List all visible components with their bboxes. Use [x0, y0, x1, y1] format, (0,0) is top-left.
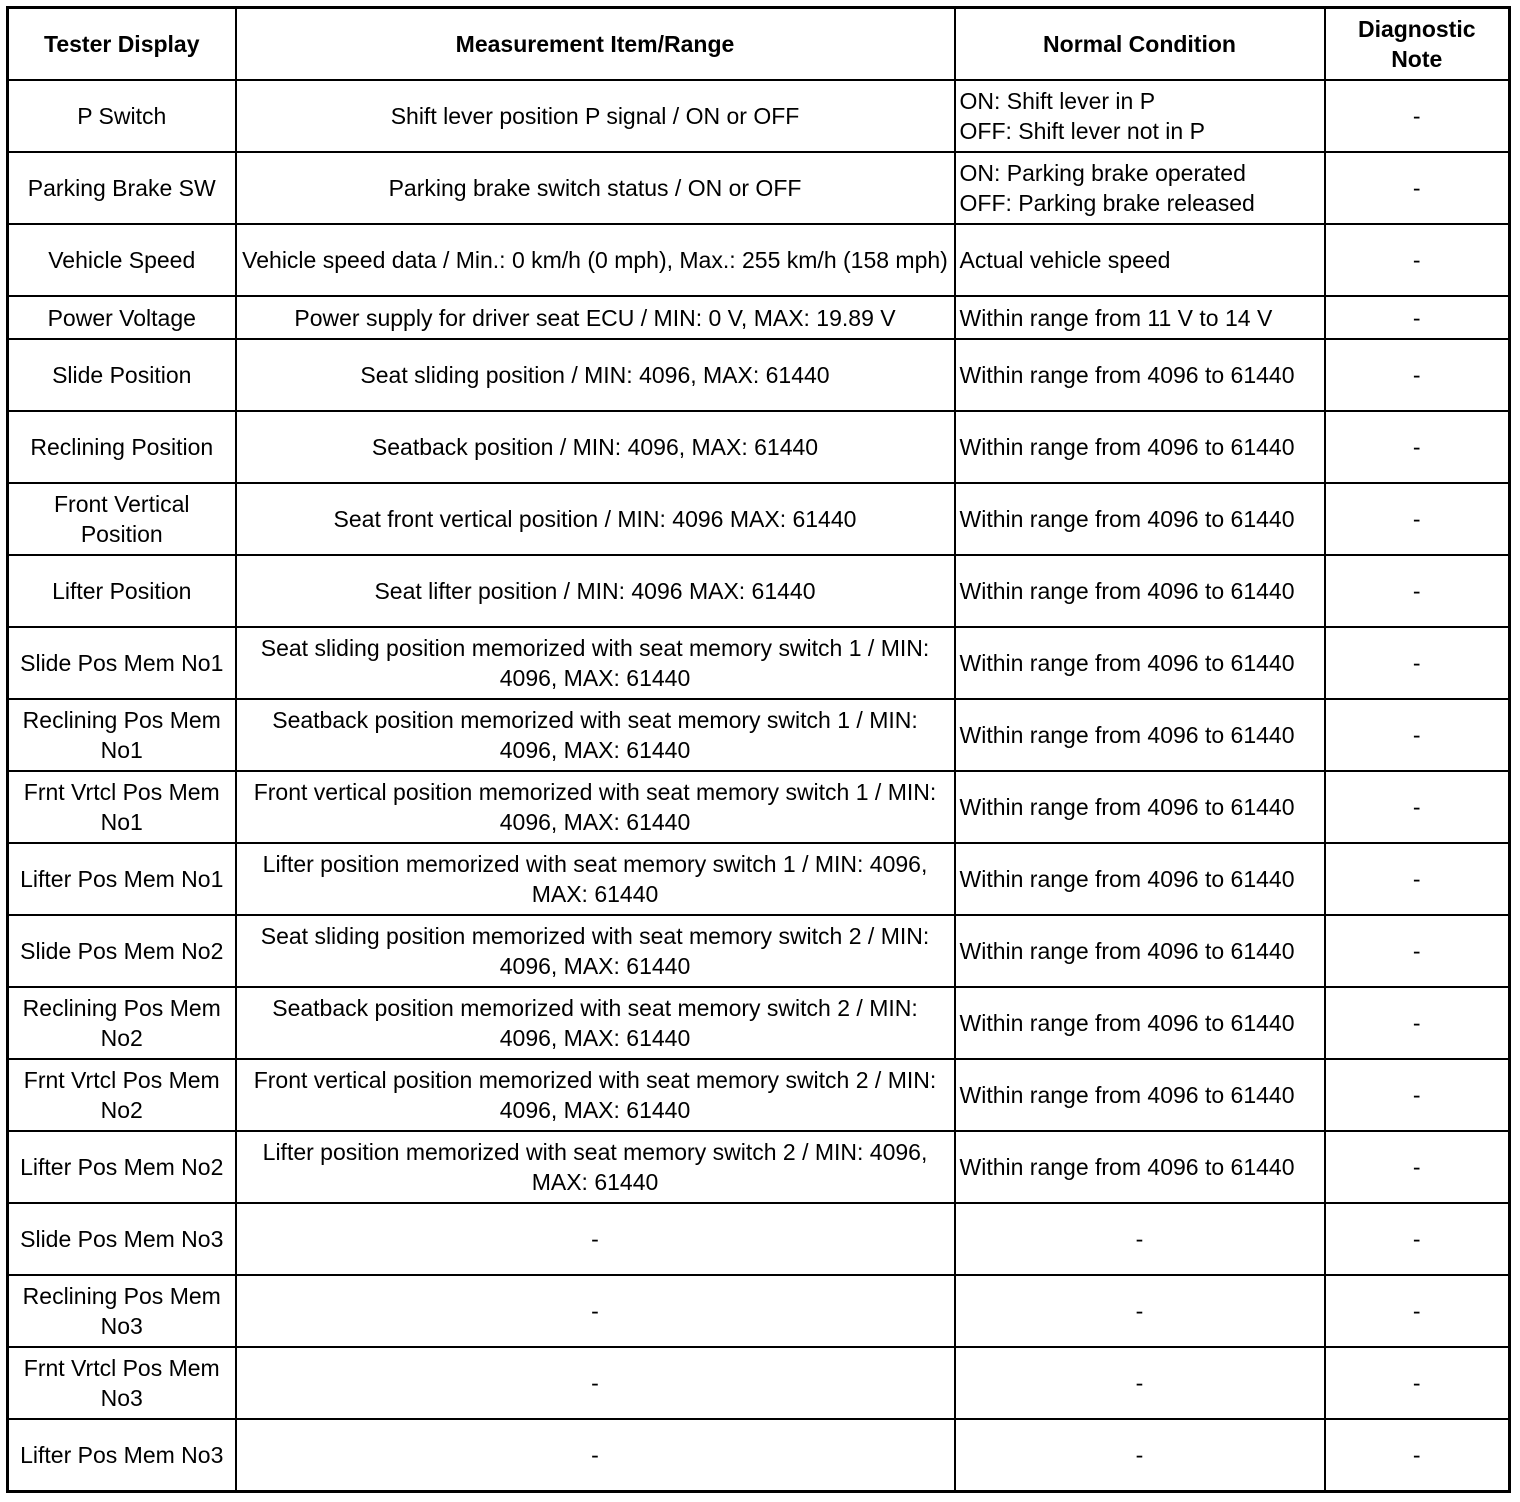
cell-diagnostic-note: -	[1325, 80, 1510, 152]
cell-diagnostic-note: -	[1325, 771, 1510, 843]
table-row	[8, 1059, 1510, 1131]
cell-normal-condition	[955, 627, 1325, 699]
normal-condition-line: Within range from 4096 to 61440	[959, 506, 1295, 532]
table-row	[8, 152, 1510, 224]
cell-normal-condition	[955, 1059, 1325, 1131]
cell-tester-display: Frnt Vrtcl Pos Mem No1	[8, 771, 236, 843]
cell-normal-condition	[955, 224, 1325, 296]
cell-normal-condition	[955, 296, 1325, 339]
cell-tester-display: Reclining Pos Mem No3	[8, 1275, 236, 1347]
cell-normal-condition	[955, 1347, 1325, 1419]
cell-normal-condition	[955, 80, 1325, 152]
normal-condition-line: Within range from 4096 to 61440	[959, 938, 1295, 964]
table-row	[8, 1275, 1510, 1347]
cell-tester-display: P Switch	[8, 80, 236, 152]
normal-condition-line: Within range from 4096 to 61440	[959, 578, 1295, 604]
cell-tester-display: Parking Brake SW	[8, 152, 236, 224]
cell-measurement-item: Shift lever position P signal / ON or OFF	[236, 80, 955, 152]
table-row	[8, 296, 1510, 339]
cell-tester-display: Front Vertical Position	[8, 483, 236, 555]
table-row	[8, 627, 1510, 699]
table-row	[8, 987, 1510, 1059]
table-row	[8, 224, 1510, 296]
header-measurement-item: Measurement Item/Range	[236, 8, 955, 81]
normal-condition-line: Within range from 4096 to 61440	[959, 362, 1295, 388]
cell-normal-condition	[955, 1275, 1325, 1347]
cell-normal-condition	[955, 555, 1325, 627]
header-diagnostic-note: Diagnostic Note	[1325, 8, 1510, 81]
normal-condition-line: -	[1135, 1298, 1144, 1324]
cell-diagnostic-note: -	[1325, 411, 1510, 483]
normal-condition-line: Within range from 4096 to 61440	[959, 1154, 1295, 1180]
normal-condition-line: Within range from 4096 to 61440	[959, 434, 1295, 460]
cell-normal-condition	[955, 771, 1325, 843]
cell-diagnostic-note: -	[1325, 1203, 1510, 1275]
cell-normal-condition	[955, 1131, 1325, 1203]
table-body	[8, 80, 1510, 1492]
cell-tester-display: Lifter Position	[8, 555, 236, 627]
table-row	[8, 1131, 1510, 1203]
cell-measurement-item: Vehicle speed data / Min.: 0 km/h (0 mph), Max.: 255 km/h (158 mph)	[236, 224, 955, 296]
cell-measurement-item: Seat front vertical position / MIN: 4096 MAX: 61440	[236, 483, 955, 555]
cell-tester-display: Frnt Vrtcl Pos Mem No3	[8, 1347, 236, 1419]
cell-measurement-item: -	[236, 1347, 955, 1419]
table-row	[8, 411, 1510, 483]
normal-condition-line: ON: Parking brake operated	[959, 160, 1246, 186]
cell-tester-display: Vehicle Speed	[8, 224, 236, 296]
cell-tester-display: Lifter Pos Mem No1	[8, 843, 236, 915]
cell-tester-display: Frnt Vrtcl Pos Mem No2	[8, 1059, 236, 1131]
cell-normal-condition	[955, 339, 1325, 411]
cell-diagnostic-note: -	[1325, 699, 1510, 771]
cell-measurement-item: Front vertical position memorized with seat memory switch 2 / MIN: 4096, MAX: 61440	[236, 1059, 955, 1131]
cell-normal-condition	[955, 699, 1325, 771]
cell-normal-condition	[955, 152, 1325, 224]
cell-tester-display: Slide Pos Mem No3	[8, 1203, 236, 1275]
normal-condition-line: Within range from 4096 to 61440	[959, 650, 1295, 676]
normal-condition-line: OFF: Shift lever not in P	[959, 118, 1205, 144]
table-row	[8, 771, 1510, 843]
normal-condition-line: OFF: Parking brake released	[959, 190, 1255, 216]
table-row	[8, 555, 1510, 627]
normal-condition-line: Within range from 4096 to 61440	[959, 1082, 1295, 1108]
cell-tester-display: Power Voltage	[8, 296, 236, 339]
cell-measurement-item: Seatback position memorized with seat memory switch 1 / MIN: 4096, MAX: 61440	[236, 699, 955, 771]
cell-normal-condition	[955, 1203, 1325, 1275]
cell-measurement-item: -	[236, 1203, 955, 1275]
cell-tester-display: Slide Pos Mem No2	[8, 915, 236, 987]
cell-normal-condition	[955, 1419, 1325, 1492]
table-row	[8, 80, 1510, 152]
cell-diagnostic-note: -	[1325, 555, 1510, 627]
table-row	[8, 1419, 1510, 1492]
cell-diagnostic-note: -	[1325, 483, 1510, 555]
cell-measurement-item: -	[236, 1419, 955, 1492]
header-normal-condition: Normal Condition	[955, 8, 1325, 81]
table-row	[8, 1347, 1510, 1419]
cell-measurement-item: Front vertical position memorized with seat memory switch 1 / MIN: 4096, MAX: 61440	[236, 771, 955, 843]
table-header-row	[8, 8, 1510, 81]
cell-diagnostic-note: -	[1325, 1131, 1510, 1203]
cell-measurement-item: Seatback position / MIN: 4096, MAX: 61440	[236, 411, 955, 483]
table-row	[8, 1203, 1510, 1275]
cell-diagnostic-note: -	[1325, 296, 1510, 339]
cell-measurement-item: -	[236, 1275, 955, 1347]
cell-measurement-item: Lifter position memorized with seat memory switch 2 / MIN: 4096, MAX: 61440	[236, 1131, 955, 1203]
table-row	[8, 699, 1510, 771]
cell-measurement-item: Seat sliding position memorized with seat memory switch 1 / MIN: 4096, MAX: 61440	[236, 627, 955, 699]
normal-condition-line: -	[1135, 1442, 1144, 1468]
cell-measurement-item: Power supply for driver seat ECU / MIN: 0 V, MAX: 19.89 V	[236, 296, 955, 339]
normal-condition-line: Actual vehicle speed	[959, 247, 1171, 273]
table-row	[8, 339, 1510, 411]
header-tester-display: Tester Display	[8, 8, 236, 81]
cell-diagnostic-note: -	[1325, 339, 1510, 411]
data-list-table	[6, 6, 1511, 1493]
cell-tester-display: Lifter Pos Mem No2	[8, 1131, 236, 1203]
normal-condition-line: Within range from 4096 to 61440	[959, 866, 1295, 892]
cell-normal-condition	[955, 843, 1325, 915]
normal-condition-line: -	[1135, 1226, 1144, 1252]
cell-tester-display: Reclining Pos Mem No2	[8, 987, 236, 1059]
cell-diagnostic-note: -	[1325, 987, 1510, 1059]
cell-tester-display: Slide Position	[8, 339, 236, 411]
cell-tester-display: Reclining Pos Mem No1	[8, 699, 236, 771]
normal-condition-line: Within range from 11 V to 14 V	[959, 304, 1273, 331]
cell-measurement-item: Parking brake switch status / ON or OFF	[236, 152, 955, 224]
normal-condition-line: Within range from 4096 to 61440	[959, 1010, 1295, 1036]
cell-normal-condition	[955, 411, 1325, 483]
normal-condition-line: Within range from 4096 to 61440	[959, 722, 1295, 748]
table-row	[8, 915, 1510, 987]
cell-diagnostic-note: -	[1325, 843, 1510, 915]
cell-diagnostic-note: -	[1325, 1419, 1510, 1492]
cell-measurement-item: Seat sliding position / MIN: 4096, MAX: 61440	[236, 339, 955, 411]
table-row	[8, 843, 1510, 915]
cell-measurement-item: Seat sliding position memorized with seat memory switch 2 / MIN: 4096, MAX: 61440	[236, 915, 955, 987]
cell-measurement-item: Seatback position memorized with seat memory switch 2 / MIN: 4096, MAX: 61440	[236, 987, 955, 1059]
cell-measurement-item: Seat lifter position / MIN: 4096 MAX: 61440	[236, 555, 955, 627]
cell-tester-display: Reclining Position	[8, 411, 236, 483]
normal-condition-line: Within range from 4096 to 61440	[959, 794, 1295, 820]
normal-condition-line: ON: Shift lever in P	[959, 88, 1156, 114]
cell-diagnostic-note: -	[1325, 1347, 1510, 1419]
cell-diagnostic-note: -	[1325, 152, 1510, 224]
cell-diagnostic-note: -	[1325, 915, 1510, 987]
cell-normal-condition	[955, 483, 1325, 555]
cell-tester-display: Lifter Pos Mem No3	[8, 1419, 236, 1492]
normal-condition-line: -	[1135, 1370, 1144, 1396]
table-row	[8, 483, 1510, 555]
cell-diagnostic-note: -	[1325, 627, 1510, 699]
cell-tester-display: Slide Pos Mem No1	[8, 627, 236, 699]
cell-diagnostic-note: -	[1325, 1059, 1510, 1131]
cell-measurement-item: Lifter position memorized with seat memory switch 1 / MIN: 4096, MAX: 61440	[236, 843, 955, 915]
cell-diagnostic-note: -	[1325, 1275, 1510, 1347]
cell-normal-condition	[955, 987, 1325, 1059]
cell-diagnostic-note: -	[1325, 224, 1510, 296]
cell-normal-condition	[955, 915, 1325, 987]
